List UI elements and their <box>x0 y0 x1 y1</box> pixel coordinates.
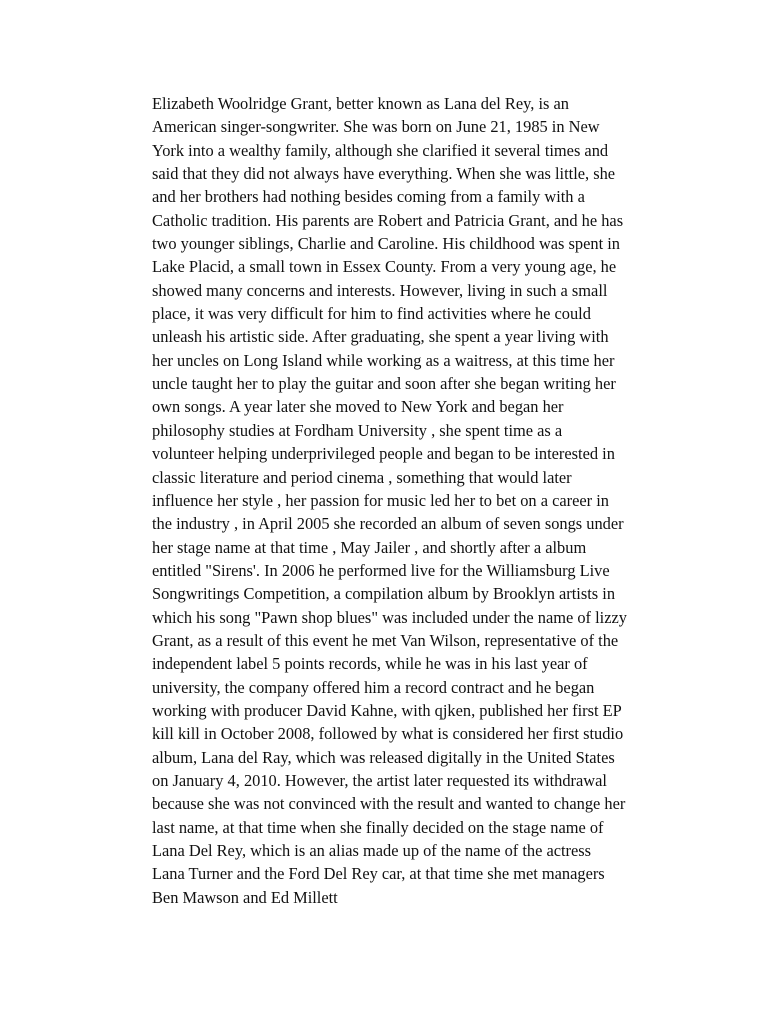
paragraph-line: influence her style , her passion for music led her to bet on a career in <box>152 490 609 510</box>
paragraph-line: Lana Del Rey, which is an alias made up of the name of the actress <box>152 841 592 860</box>
paragraph-line: entitled "Sirens'. In 2006 he performed live for the Williamsburg Live <box>152 560 610 580</box>
paragraph-line: classic literature and period cinema , something that would later <box>152 467 572 487</box>
paragraph-line: because she was not convinced with the result and wanted to change her <box>152 794 626 814</box>
paragraph-line: Elizabeth Woolridge Grant, better known as Lana del Rey, is an <box>152 94 569 113</box>
paragraph-line: Catholic tradition. His parents are Robert and Patricia Grant, and he has <box>152 210 624 230</box>
paragraph-line: on January 4, 2010. However, the artist later requested its withdrawal <box>152 770 607 790</box>
paragraph-line: place, it was very difficult for him to find activities where he could <box>152 304 591 324</box>
paragraph-line: said that they did not always have everything. When she was little, she <box>152 164 616 184</box>
paragraph-line: and her brothers had nothing besides coming from a family with a <box>152 187 585 207</box>
paragraph-line: Lake Placid, a small town in Essex County. From a very young age, he <box>152 257 617 277</box>
paragraph-line: Lana Turner and the Ford Del Rey car, at that time she met managers <box>152 864 605 884</box>
paragraph-line: kill kill in October 2008, followed by what is considered her first studio <box>152 724 624 744</box>
paragraph-line: own songs. A year later she moved to New York and began her <box>152 397 564 417</box>
paragraph-line: independent label 5 points records, while he was in his last year of <box>152 654 588 674</box>
paragraph-line: uncle taught her to play the guitar and soon after she began writing her <box>152 374 616 394</box>
body-paragraph <box>152 92 672 909</box>
paragraph-line: the industry , in April 2005 she recorded an album of seven songs under <box>152 514 624 534</box>
paragraph-line: which his song "Pawn shop blues" was included under the name of lizzy <box>152 607 627 627</box>
paragraph-line: Ben Mawson and Ed Millett <box>152 887 338 907</box>
paragraph-line: university, the company offered him a record contract and he began <box>152 677 595 697</box>
paragraph-line: unleash his artistic side. After graduating, she spent a year living with <box>152 327 609 347</box>
paragraph-line: two younger siblings, Charlie and Caroline. His childhood was spent in <box>152 234 620 254</box>
paragraph-line: her uncles on Long Island while working as a waitress, at this time her <box>152 350 615 370</box>
paragraph-line: York into a wealthy family, although she clarified it several times and <box>152 140 609 160</box>
paragraph-line: American singer-songwriter. She was born on June 21, 1985 in New <box>152 117 600 137</box>
paragraph-line: her stage name at that time , May Jailer , and shortly after a album <box>152 537 587 557</box>
paragraph-line: showed many concerns and interests. However, living in such a small <box>152 280 608 300</box>
paragraph-line: album, Lana del Ray, which was released digitally in the United States <box>152 747 615 767</box>
paragraph-line: last name, at that time when she finally decided on the stage name of <box>152 817 604 837</box>
paragraph-line: working with producer David Kahne, with qjken, published her first EP <box>152 700 622 720</box>
paragraph-line: philosophy studies at Fordham University , she spent time as a <box>152 420 563 440</box>
paragraph-line: volunteer helping underprivileged people and began to be interested in <box>152 444 615 464</box>
paragraph-line: Grant, as a result of this event he met Van Wilson, representative of the <box>152 630 619 650</box>
paragraph-line: Songwritings Competition, a compilation album by Brooklyn artists in <box>152 584 616 604</box>
